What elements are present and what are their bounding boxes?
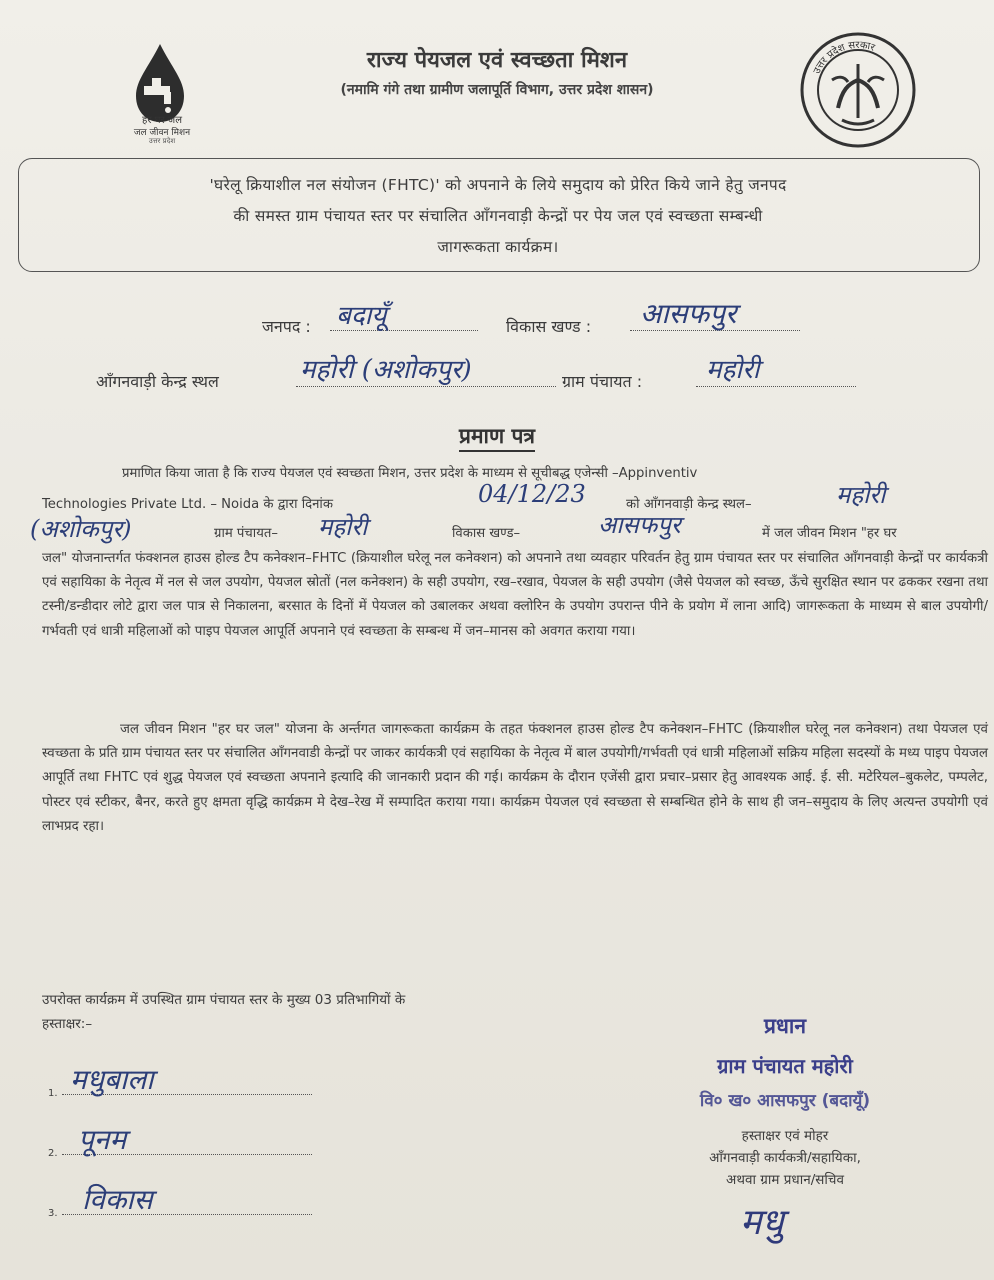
page-subtitle: (नमामि गंगे तथा ग्रामीण जलापूर्ति विभाग, उत्तर प्रदेश शासन) (340, 82, 654, 98)
vikas-khand-fill: आसफपुर (598, 511, 681, 539)
up-government-emblem (798, 30, 918, 150)
anganwadi-value: महोरी (अशोकपुर) (300, 355, 472, 385)
participant-number: 3. (48, 1208, 58, 1219)
logo-line2: जल जीवन मिशन (133, 128, 191, 138)
logo-line3: उत्तर प्रदेश (148, 137, 176, 145)
signatory-line2: आँगनवाड़ी कार्यकत्री/सहायिका, (709, 1150, 861, 1166)
emblem-text: उत्तर प्रदेश सरकार (811, 39, 877, 76)
participant-number: 2. (48, 1148, 58, 1159)
para1-line3-b: विकास खण्ड– (452, 526, 521, 541)
para1-body: जल" योजनान्तर्गत फंक्शनल हाउस होल्ड टैप कनेक्शन–FHTC (क्रियाशील घरेलू नल कनेक्शन) को अपनाने तथा व्यवहार परिवर्तन हेतु ग्राम पंचायत स्तर पर संचालित आँगनवाड़ी केन्द्रों पर कार्यकत्री एवं सहायिका के नेतृत्व में नल से जल उपयोग, पेयजल स्रोतों (नल कनेक्शन) के सही उपयोग, रख–रखाव, पेयजल के सही उपयोग (जैसे पेयजल को स्वच्छ, ऊँचे सुरक्षित स्थान पर ढककर रखना तथा टस्नी/डन्डीदार लोटे द्वारा जल पात्र से निकालना, बरसात के दिनों में पेयजल को उबालकर अथवा क्लोरिन के उपयोग उपरान्त पीने के प्रयोग में लाना आदि) जागरूकता के माध्यम से बाल उपयोगी/गर्भवती एवं धात्री महिलाओं को पाइप पेयजल आपूर्ति अपनाने एवं स्वच्छता के सम्बन्ध में जन–मानस को अवगत कराया गया। (42, 551, 988, 639)
svg-text:उत्तर प्रदेश सरकार (812, 40, 877, 76)
page-title: राज्य पेयजल एवं स्वच्छता मिशन (366, 48, 628, 73)
signatory-line1: हस्ताक्षर एवं मोहर (741, 1128, 829, 1144)
participant-signature: मधुबाला (70, 1063, 154, 1096)
stamp-block-district: वि० ख० आसफपुर (बदायूँ) (699, 1091, 871, 1111)
program-date: 04/12/23 (478, 480, 586, 508)
stamp-pradhan: प्रधान (764, 1014, 806, 1038)
anganwadi-place-fill: महोरी (836, 481, 886, 509)
banner-line-1: 'घरेलू क्रियाशील नल संयोजन (FHTC)' को अपनाने के लिये समुदाय को प्रेरित किये जाने हेतु जनपद (209, 176, 787, 194)
stamp-gram-panchayat: ग्राम पंचायत महोरी (717, 1054, 853, 1078)
para1-line2-start: Technologies Private Ltd. – Noida के द्वारा दिनांक (42, 497, 333, 512)
signatory-line3: अथवा ग्राम प्रधान/सचिव (726, 1172, 844, 1188)
participant-number: 1. (48, 1088, 58, 1099)
certificate-heading-text: प्रमाण पत्र (459, 424, 535, 452)
vikas-khand-label: विकास खण्ड : (506, 317, 592, 336)
para1-line2-mid: को आँगनवाड़ी केन्द्र स्थल– (626, 497, 752, 512)
participant-signature: विकास (82, 1183, 153, 1216)
participant-signature: पूनम (78, 1123, 127, 1156)
para1-line3-a: ग्राम पंचायत– (214, 526, 278, 541)
program-banner-text (40, 170, 956, 263)
certificate-heading (0, 422, 994, 450)
janpad-label: जनपद : (262, 317, 311, 336)
logo-line1: हर घर जल (142, 115, 182, 126)
participants-intro: उपरोक्त कार्यक्रम में उपस्थित ग्राम पंचायत स्तर के मुख्य 03 प्रतिभागियों के (42, 992, 406, 1008)
gram-panchayat-value: महोरी (706, 355, 760, 385)
participants-signature-label: हस्ताक्षर:– (42, 1016, 93, 1032)
anganwadi-place-fill-2: (अशोकपुर) (30, 515, 132, 543)
emblem-seal-icon (798, 30, 918, 150)
janpad-value: बदायूँ (336, 301, 387, 331)
anganwadi-label: आँगनवाड़ी केन्द्र स्थल (96, 372, 219, 391)
signatory-signature: मधु (740, 1202, 784, 1243)
para1-line3-c: में जल जीवन मिशन "हर घर (762, 526, 897, 541)
para2-body: जल जीवन मिशन "हर घर जल" योजना के अर्न्तगत जागरूकता कार्यक्रम के तहत फंक्शनल हाउस होल्ड टैप कनेक्शन–FHTC (क्रियाशील घरेलू नल कनेक्शन) तथा पेयजल एवं स्वच्छता के प्रति ग्राम पंचायत स्तर पर संचालित आँगनवाडी केन्द्रों पर जाकर कार्यकत्री एवं सहायिका के नेतृत्व में बाल उपयोगी/गर्भवती एवं धात्री महिलाओं सक्रिय महिला सदस्यों के मध्य पाइप पेयजल आपूर्ति तथा FHTC एवं शुद्ध पेयजल एवं स्वच्छता अपनाने इत्यादि की जानकारी प्रदान की गई। कार्यक्रम के दौरान एजेंसी द्वारा प्रचार–प्रसार हेतु आवश्यक आई. ई. सी. मटेरियल–बुकलेट, पम्पलेट, पोस्टर एवं स्टीकर, बैनर, करते हुए क्षमता वृद्धि कार्यक्रम मे देख–रेख में सम्पादित कराया गया। कार्यक्रम पेयजल एवं स्वच्छता से सम्बन्धित होने के साथ ही जन–समुदाय के लिए अत्यन्त उपयोगी एवं लाभप्रद रहा। (42, 722, 988, 834)
para1-line1: प्रमाणित किया जाता है कि राज्य पेयजल एवं स्वच्छता मिशन, उत्तर प्रदेश के माध्यम से सूचीबद्ध एजेन्सी –Appinventiv (122, 466, 698, 481)
gram-panchayat-label: ग्राम पंचायत : (562, 372, 643, 391)
banner-line-3: जागरूकता कार्यक्रम। (437, 238, 559, 256)
vikas-khand-value: आसफपुर (640, 297, 737, 330)
banner-line-2: की समस्त ग्राम पंचायत स्तर पर संचालित आँगनवाड़ी केन्द्रों पर पेय जल एवं स्वच्छता सम्बन्धी (233, 207, 763, 225)
gram-panchayat-fill: महोरी (318, 513, 368, 541)
